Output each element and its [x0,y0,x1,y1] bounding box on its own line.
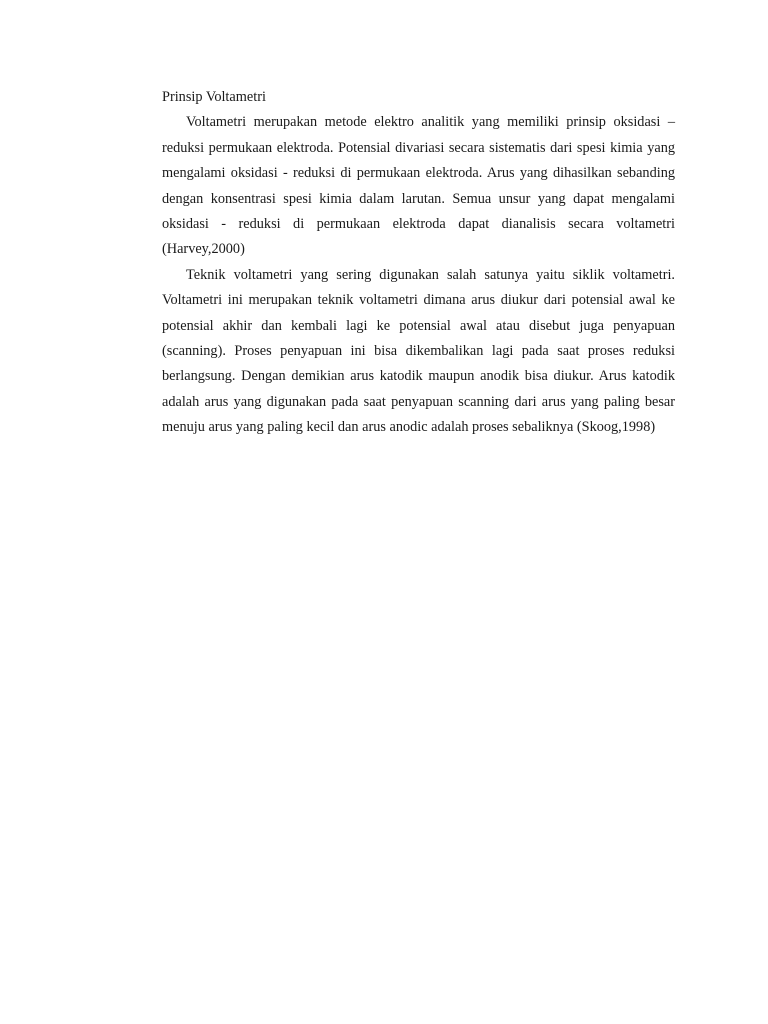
paragraph-cyclic-voltammetry: Teknik voltametri yang sering digunakan salah satunya yaitu siklik voltametri. Voltametri ini merupakan teknik voltametri dimana arus diukur dari potensial awal ke potensial akhir dan kembali lagi ke potensial awal atau disebut juga penyapuan (scanning). Proses penyapuan ini bisa dikembalikan lagi pada saat proses reduksi berlangsung. Dengan demikian arus katodik maupun anodik bisa diukur. Arus katodik adalah arus yang digunakan pada saat penyapuan scanning dari arus yang paling besar menuju arus yang paling kecil dan arus anodic adalah proses sebaliknya (Skoog,1998) [162,266,675,436]
document-body [162,85,675,441]
section-heading: Prinsip Voltametri [162,89,266,105]
paragraph-voltammetry-principle: Voltametri merupakan metode elektro analitik yang memiliki prinsip oksidasi – reduksi permukaan elektroda. Potensial divariasi secara sistematis dari spesi kimia yang mengalami oksidasi - reduksi di permukaan elektroda. Arus yang dihasilkan sebanding dengan konsentrasi spesi kimia dalam larutan. Semua unsur yang dapat mengalami oksidasi - reduksi di permukaan elektroda dapat dianalisis secara voltametri (Harvey,2000) [162,114,675,258]
